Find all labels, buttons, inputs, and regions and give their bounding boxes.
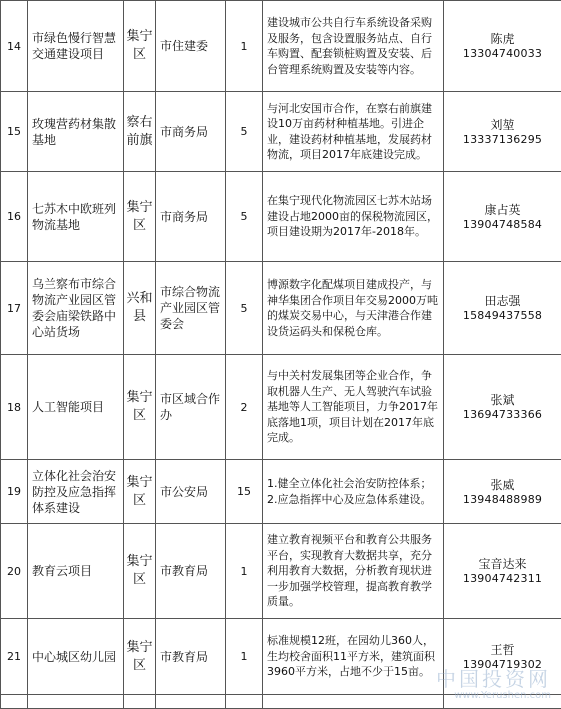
contact-name: 田志强 (444, 293, 561, 309)
table-row-partial (1, 695, 561, 709)
watermark-url: www.Yerushen.com (436, 690, 551, 702)
contact-phone: 13904719302 (444, 658, 561, 672)
project-name (28, 695, 124, 709)
contact-name: 张斌 (444, 392, 561, 408)
project-location: 集宁区 (124, 355, 156, 460)
contact-name: 康占英 (444, 202, 561, 218)
project-description: 标准规模12班，在园幼儿360人，生均校舍面积11平方米，建筑面积3960平方米，占地不少于15亩。 (263, 619, 444, 695)
project-contact (444, 1, 561, 92)
project-description: 建设城市公共自行车系统设备采购及服务，包含设置服务站点、自行车购置、配套锁桩购置及安装、后台管理系统购置及安装等内容。 (263, 1, 444, 92)
project-location: 集宁区 (124, 524, 156, 619)
contact-phone: 13904742311 (444, 572, 561, 586)
row-number: 14 (1, 1, 28, 92)
project-location: 集宁区 (124, 1, 156, 92)
project-contact (444, 524, 561, 619)
project-description: 建立教育视频平台和教育公共服务平台，实现教育大数据共享，充分利用教育大数据，分析教育现状进一步加强学校管理，提高教育教学质量。 (263, 524, 444, 619)
row-number: 19 (1, 460, 28, 524)
project-name: 七苏木中欧班列物流基地 (28, 172, 124, 262)
project-name: 市绿色慢行智慧交通建设项目 (28, 1, 124, 92)
project-contact (444, 262, 561, 355)
project-department (156, 695, 226, 709)
row-number: 17 (1, 262, 28, 355)
table-row (1, 619, 561, 695)
project-description: 博源数字化配煤项目建成投产，与神华集团合作项目年交易2000万吨的煤炭交易中心，与天津港合作建设货运码头和保税仓库。 (263, 262, 444, 355)
contact-name: 刘堃 (444, 117, 561, 133)
project-name: 乌兰察布市综合物流产业园区管委会庙梁铁路中心站货场 (28, 262, 124, 355)
project-contact (444, 619, 561, 695)
contact-name: 王哲 (444, 642, 561, 658)
table-row (1, 262, 561, 355)
contact-name: 陈虎 (444, 31, 561, 47)
project-investment: 1 (226, 1, 263, 92)
project-contact (444, 355, 561, 460)
row-number: 16 (1, 172, 28, 262)
project-name: 人工智能项目 (28, 355, 124, 460)
project-investment: 1 (226, 619, 263, 695)
project-name: 中心城区幼儿园 (28, 619, 124, 695)
project-description: 与中关村发展集团等企业合作，争取机器人生产、无人驾驶汽车试验基地等人工智能项目，力争2017年底落地1项，项目计划在2017年底完成。 (263, 355, 444, 460)
contact-phone: 15849437558 (444, 309, 561, 323)
project-description: 1.健全立体化社会治安防控体系；2.应急指挥中心及应急体系建设。 (263, 460, 444, 524)
project-name: 立体化社会治安防控及应急指挥体系建设 (28, 460, 124, 524)
project-contact (444, 172, 561, 262)
project-investment: 1 (226, 524, 263, 619)
project-location: 集宁区 (124, 460, 156, 524)
row-number: 15 (1, 92, 28, 172)
project-investment: 2 (226, 355, 263, 460)
project-description (263, 695, 444, 709)
project-name: 教育云项目 (28, 524, 124, 619)
row-number: 18 (1, 355, 28, 460)
project-department: 市教育局 (156, 524, 226, 619)
table-row (1, 1, 561, 92)
project-location: 兴和县 (124, 262, 156, 355)
project-description: 在集宁现代化物流园区七苏木站场建设占地2000亩的保税物流园区，项目建设期为2017年-2018年。 (263, 172, 444, 262)
project-contact (444, 460, 561, 524)
project-department: 市区域合作办 (156, 355, 226, 460)
watermark-text: 中国投资网 (436, 668, 551, 690)
project-location (124, 695, 156, 709)
project-contact (444, 695, 561, 709)
table-row (1, 172, 561, 262)
project-department: 市综合物流产业园区管委会 (156, 262, 226, 355)
table-row (1, 355, 561, 460)
project-department: 市商务局 (156, 172, 226, 262)
contact-phone: 13948488989 (444, 493, 561, 507)
table-row (1, 524, 561, 619)
contact-phone: 13304740033 (444, 47, 561, 61)
project-contact (444, 92, 561, 172)
project-name: 玫瑰营药材集散基地 (28, 92, 124, 172)
project-department: 市教育局 (156, 619, 226, 695)
table-row (1, 460, 561, 524)
contact-phone: 13694733366 (444, 408, 561, 422)
table-row (1, 92, 561, 172)
contact-name: 宝音达来 (444, 556, 561, 572)
project-investment: 5 (226, 172, 263, 262)
project-description: 与河北安国市合作，在察右前旗建设10万亩药材种植基地。引进企业，建设药材种植基地，发展药材物流，项目2017年底建设完成。 (263, 92, 444, 172)
contact-phone: 13904748584 (444, 218, 561, 232)
project-investment: 5 (226, 92, 263, 172)
project-location: 集宁区 (124, 619, 156, 695)
row-number (1, 695, 28, 709)
project-investment: 5 (226, 262, 263, 355)
row-number: 20 (1, 524, 28, 619)
project-location: 察右前旗 (124, 92, 156, 172)
project-location: 集宁区 (124, 172, 156, 262)
contact-name: 张威 (444, 477, 561, 493)
contact-phone: 13337136295 (444, 133, 561, 147)
row-number: 21 (1, 619, 28, 695)
project-department: 市公安局 (156, 460, 226, 524)
project-investment (226, 695, 263, 709)
project-department: 市住建委 (156, 1, 226, 92)
project-department: 市商务局 (156, 92, 226, 172)
project-investment: 15 (226, 460, 263, 524)
